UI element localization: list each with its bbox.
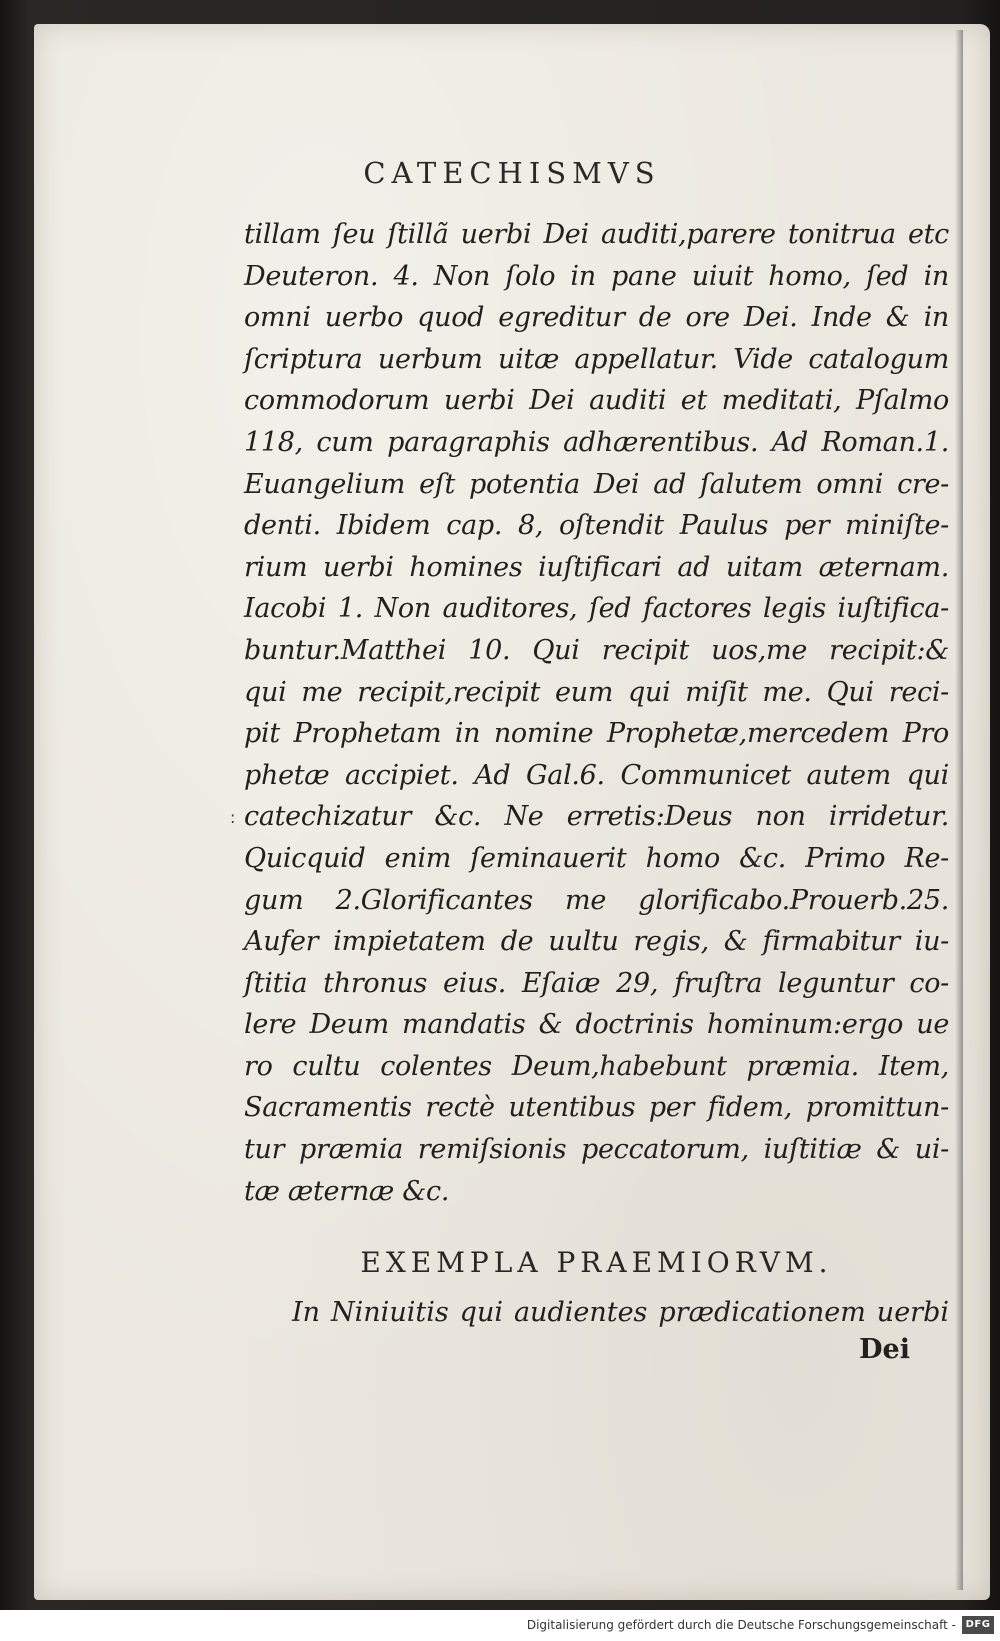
book-page <box>34 24 990 1600</box>
text-line: ro cultu colentes Deum,habebunt præmia. Item, <box>244 1050 949 1082</box>
text-line: commodorum uerbi Dei auditi et meditati, Pſalmo <box>244 385 949 417</box>
text-line: ſcriptura uerbum uitæ appellatur. Vide catalogum <box>244 343 949 375</box>
text-line: Sacramentis rectè utentibus per fidem, promittun- <box>244 1092 949 1124</box>
text-line: tillam ſeu ſtillã uerbi Dei auditi,parere tonitrua etc <box>244 219 949 250</box>
text-line: denti. Ibidem cap. 8, oſtendit Paulus per miniſte- <box>244 510 949 542</box>
paragraph-opening-line: In Niniuitis qui audientes prædicationem uerbi <box>292 1297 949 1328</box>
margin-mark: : <box>230 808 236 827</box>
text-line: omni uerbo quod egreditur de ore Dei. Inde & in <box>244 302 949 334</box>
text-line: Deuteron. 4. Non ſolo in pane uiuit homo, ſed in <box>244 260 949 292</box>
text-line: tæ æternæ &c. <box>244 1175 450 1207</box>
text-line: ſtitia thronus eius. Eſaiæ 29, fruſtra leguntur co- <box>244 967 949 999</box>
text-line: pit Prophetam in nomine Prophetæ,mercedem Pro <box>244 718 949 750</box>
text-line: gum 2.Glorificantes me glorificabo.Prouerb.25. <box>244 884 949 916</box>
text-line: Euangelium eſt potentia Dei ad ſalutem omni cre- <box>244 468 949 500</box>
section-heading: EXEMPLA PRAEMIORVM. <box>360 1246 833 1279</box>
catchword: Dei <box>859 1334 910 1365</box>
text-line: catechizatur &c. Ne erretis:Deus non irridetur. <box>244 801 949 833</box>
text-line: tur præmia remiſsionis peccatorum, iuſtitiæ & ui- <box>244 1134 949 1166</box>
text-line: Iacobi 1. Non auditores, ſed factores legis iuſtifica- <box>244 593 949 625</box>
text-line: Aufer impietatem de uultu regis, & firmabitur iu- <box>244 926 949 958</box>
credit-bar <box>0 1610 1000 1641</box>
text-line: 118, cum paragraphis adhærentibus. Ad Roman.1. <box>244 426 949 458</box>
text-line: buntur.Matthei 10. Qui recipit uos,me recipit:& <box>244 634 949 666</box>
text-line: phetæ accipiet. Ad Gal.6. Communicet autem qui <box>244 759 949 791</box>
dfg-logo-icon: DFG <box>962 1616 994 1634</box>
text-line: qui me recipit,recipit eum qui miſit me. Qui reci- <box>244 676 949 708</box>
text-line: Quicquid enim ſeminauerit homo &c. Primo Re- <box>244 842 949 874</box>
text-line: lere Deum mandatis & doctrinis hominum:ergo ue <box>244 1009 949 1041</box>
page-edge-shadow <box>955 30 963 1590</box>
running-head: CATECHISMVS <box>363 156 661 190</box>
body-text <box>244 214 949 1212</box>
credit-text: Digitalisierung gefördert durch die Deutsche Forschungsgemeinschaft - <box>526 1618 956 1632</box>
text-line: rium uerbi homines iuſtificari ad uitam æternam. <box>244 551 949 583</box>
